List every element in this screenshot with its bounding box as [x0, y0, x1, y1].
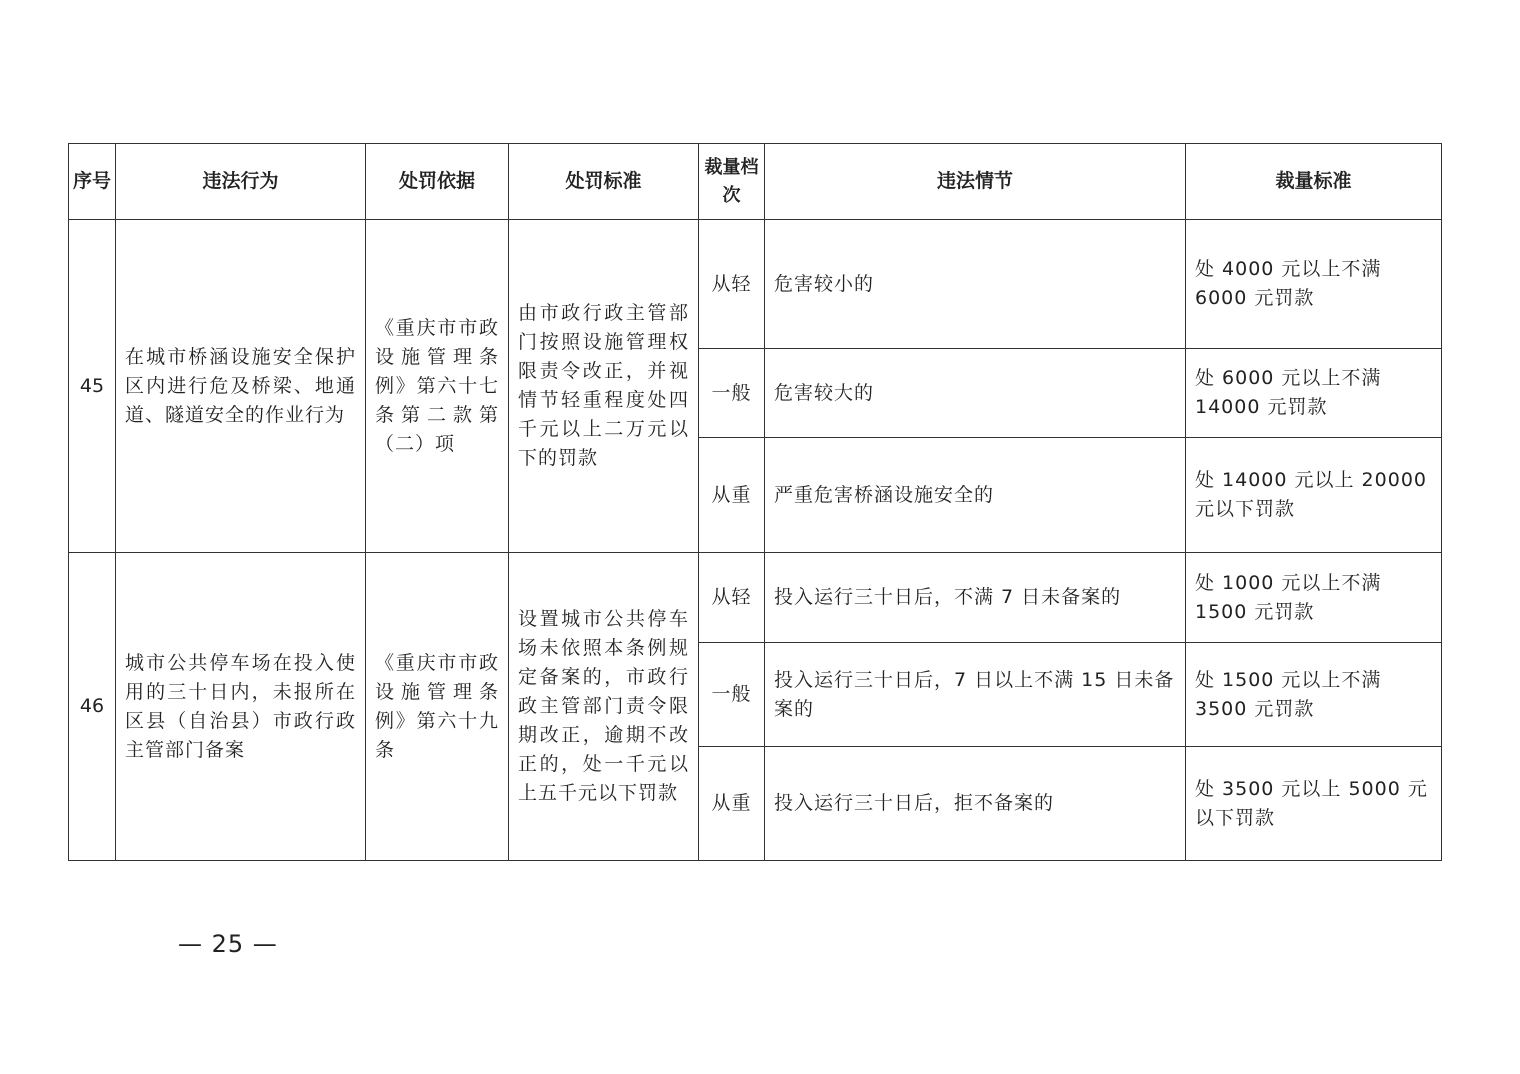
header-no: 序号 [69, 144, 116, 220]
page-number: — 25 — [178, 930, 278, 958]
discretion-level: 从轻 [699, 220, 765, 349]
header-level: 裁量档次 [699, 144, 765, 220]
violation-circumstance: 严重危害桥涵设施安全的 [765, 438, 1186, 553]
discretion-level: 一般 [699, 643, 765, 747]
violation-behavior: 城市公共停车场在投入使用的三十日内，未报所在区县（自治县）市政行政主管部门备案 [116, 553, 366, 861]
penalty-standard: 设置城市公共停车场未依照本条例规定备案的，市政行政主管部门责令限期改正，逾期不改正的，处一千元以上五千元以下罚款 [509, 553, 699, 861]
discretion-standard: 处 6000 元以上不满 14000 元罚款 [1186, 349, 1442, 438]
violation-circumstance: 投入运行三十日后，不满 7 日未备案的 [765, 553, 1186, 643]
table-header-row [69, 144, 1442, 220]
discretion-level: 从轻 [699, 553, 765, 643]
header-basis: 处罚依据 [366, 144, 509, 220]
table-row [69, 220, 1442, 349]
row-number: 45 [69, 220, 116, 553]
violation-behavior: 在城市桥涵设施安全保护区内进行危及桥梁、地通道、隧道安全的作业行为 [116, 220, 366, 553]
header-circumstance: 违法情节 [765, 144, 1186, 220]
discretion-level: 从重 [699, 747, 765, 861]
penalty-basis: 《重庆市市政设施管理条例》第六十七条第二款第（二）项 [366, 220, 509, 553]
discretion-standard: 处 4000 元以上不满 6000 元罚款 [1186, 220, 1442, 349]
penalty-discretion-table [68, 143, 1442, 861]
penalty-standard: 由市政行政主管部门按照设施管理权限责令改正，并视情节轻重程度处四千元以上二万元以下的罚款 [509, 220, 699, 553]
discretion-standard: 处 14000 元以上 20000 元以下罚款 [1186, 438, 1442, 553]
discretion-standard: 处 3500 元以上 5000 元以下罚款 [1186, 747, 1442, 861]
header-behavior: 违法行为 [116, 144, 366, 220]
violation-circumstance: 投入运行三十日后，7 日以上不满 15 日未备案的 [765, 643, 1186, 747]
discretion-level: 从重 [699, 438, 765, 553]
discretion-standard: 处 1500 元以上不满 3500 元罚款 [1186, 643, 1442, 747]
discretion-level: 一般 [699, 349, 765, 438]
discretion-standard: 处 1000 元以上不满 1500 元罚款 [1186, 553, 1442, 643]
row-number: 46 [69, 553, 116, 861]
penalty-basis: 《重庆市市政设施管理条例》第六十九条 [366, 553, 509, 861]
table-row [69, 553, 1442, 643]
header-standard: 处罚标准 [509, 144, 699, 220]
violation-circumstance: 危害较小的 [765, 220, 1186, 349]
violation-circumstance: 危害较大的 [765, 349, 1186, 438]
header-discretion: 裁量标准 [1186, 144, 1442, 220]
violation-circumstance: 投入运行三十日后，拒不备案的 [765, 747, 1186, 861]
